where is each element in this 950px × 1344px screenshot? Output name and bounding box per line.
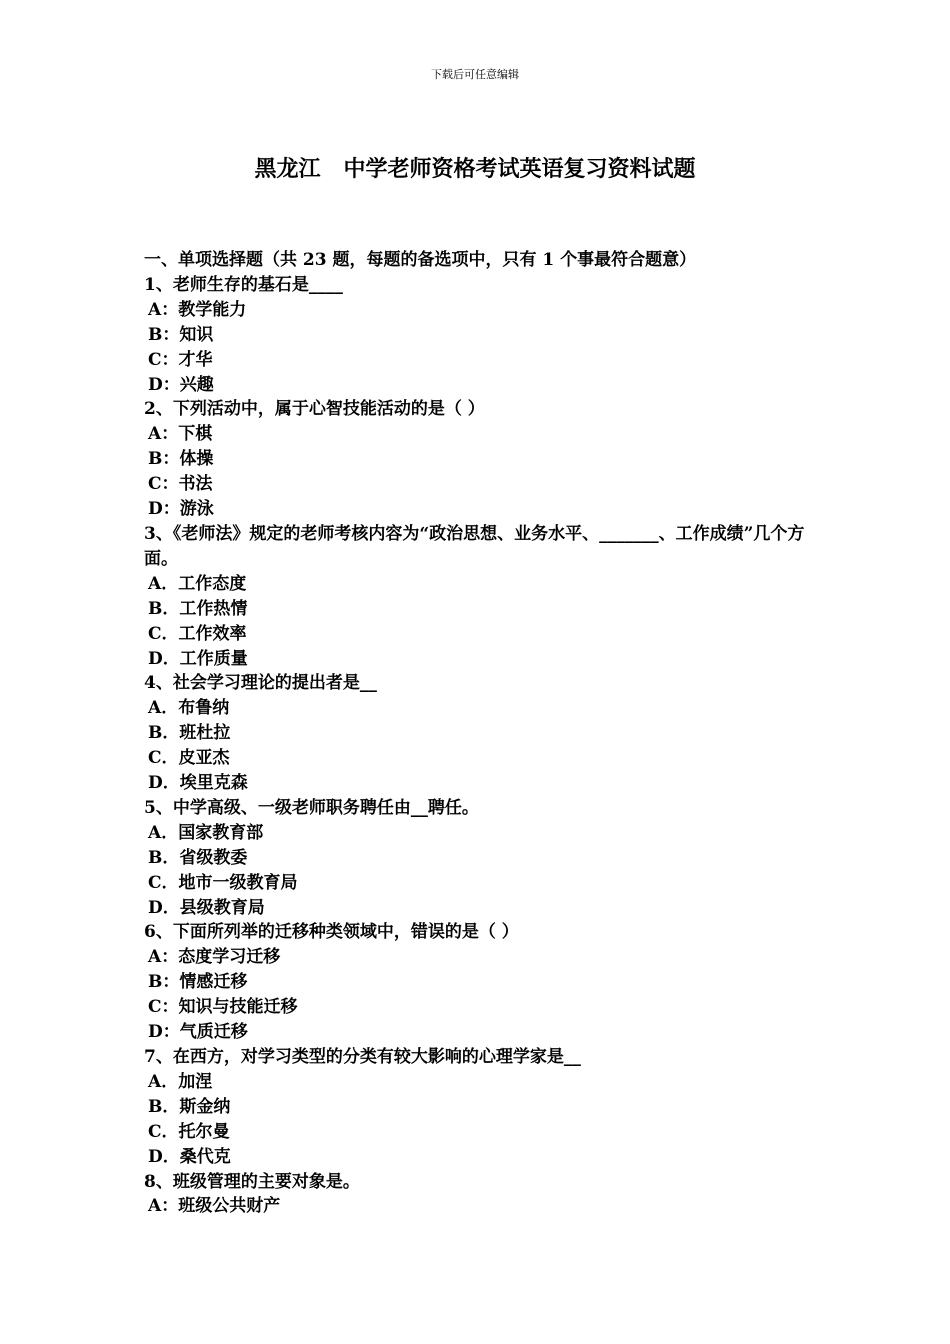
option-d: D：兴趣 [148, 374, 214, 395]
option-a: A：班级公共财产 [148, 1196, 281, 1217]
option-d: D：游泳 [148, 499, 214, 520]
option-b: B．班杜拉 [148, 723, 231, 744]
option-d: D．埃里克森 [148, 773, 248, 794]
question-7 [144, 1045, 814, 1170]
option-b: B．工作热情 [148, 598, 248, 619]
option-c: C．工作效率 [148, 623, 247, 644]
option-a: A．布鲁纳 [148, 698, 230, 719]
option-a: A：态度学习迁移 [148, 947, 281, 968]
option-c: C．托尔曼 [148, 1121, 230, 1142]
question-3 [144, 522, 814, 671]
question-stem: 6、下面所列举的迁移种类领域中，错误的是（ ） [144, 922, 519, 943]
question-4 [144, 671, 814, 796]
option-b: B：体操 [148, 449, 214, 470]
question-stem: 2、下列活动中，属于心智技能活动的是（ ） [144, 399, 485, 420]
option-c: C．地市一级教育局 [148, 872, 298, 893]
exam-content [144, 248, 814, 1219]
option-a: A：下棋 [148, 424, 213, 445]
option-d: D．县级教育局 [148, 897, 265, 918]
option-d: D．桑代克 [148, 1146, 231, 1167]
option-d: D．工作质量 [148, 648, 248, 669]
question-8 [144, 1170, 814, 1220]
question-stem: 3、《老师法》规定的老师考核内容为“政治思想、业务水平、_______、工作成绩”几个方面。 [144, 523, 805, 569]
question-stem: 8、班级管理的主要对象是。 [144, 1171, 360, 1192]
page-title: 黑龙江 中学老师资格考试英语复习资料试题 [254, 156, 696, 182]
option-c: C：书法 [148, 474, 213, 495]
question-stem: 5、中学高级、一级老师职务聘任由__聘任。 [144, 797, 479, 818]
option-c: C．皮亚杰 [148, 748, 230, 769]
question-stem: 7、在西方，对学习类型的分类有较大影响的心理学家是__ [144, 1047, 581, 1067]
option-b: B．斯金纳 [148, 1096, 231, 1117]
option-d: D：气质迁移 [148, 1022, 248, 1043]
question-2 [144, 397, 814, 522]
question-5 [144, 796, 814, 921]
question-1 [144, 273, 814, 398]
header-note: 下载后可任意编辑 [431, 68, 519, 81]
option-c: C：才华 [148, 349, 213, 370]
question-stem: 1、老师生存的基石是____ [144, 274, 343, 295]
option-b: B．省级教委 [148, 847, 248, 868]
option-a: A．工作态度 [148, 573, 247, 594]
option-a: A：教学能力 [148, 299, 247, 320]
option-a: A．国家教育部 [148, 822, 264, 843]
option-b: B：情感迁移 [148, 972, 248, 993]
option-c: C：知识与技能迁移 [148, 997, 298, 1018]
question-stem: 4、社会学习理论的提出者是__ [144, 673, 377, 694]
section-heading: 一、单项选择题（共 23 题，每题的备选项中，只有 1 个事最符合题意） [144, 250, 697, 270]
question-6 [144, 920, 814, 1045]
option-b: B：知识 [148, 324, 214, 345]
option-a: A．加涅 [148, 1071, 213, 1092]
